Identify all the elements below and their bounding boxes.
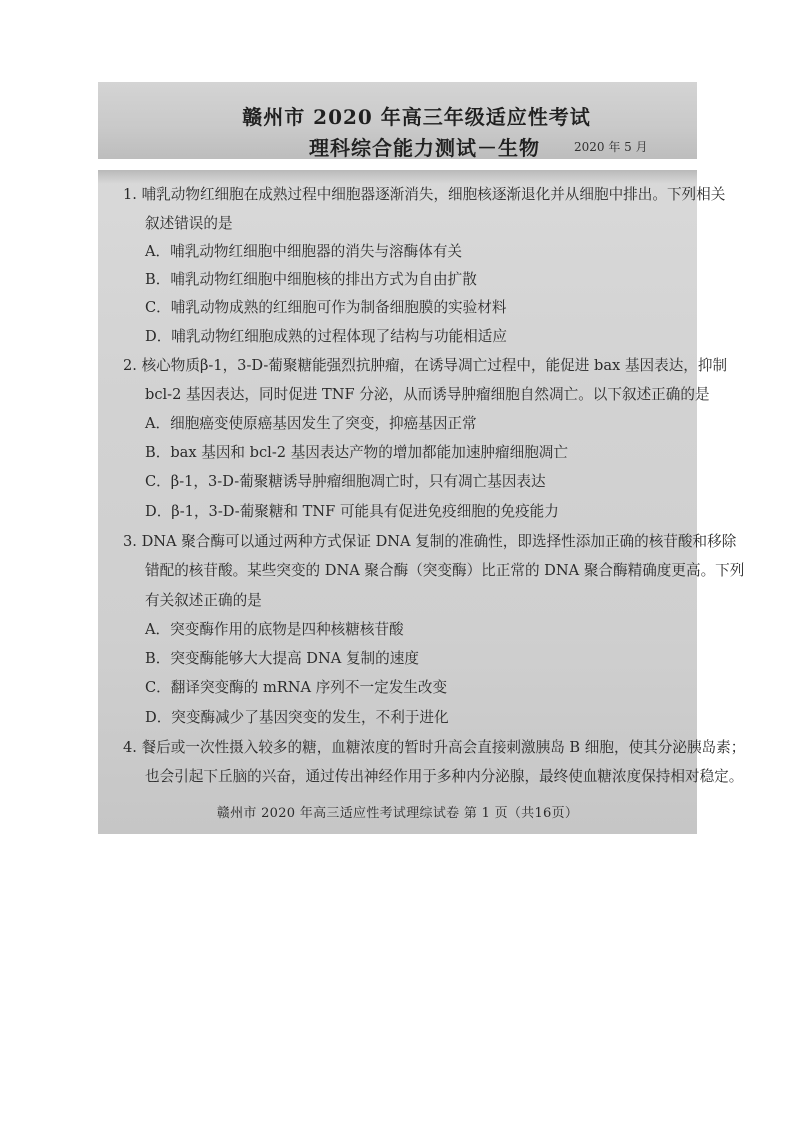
question-1-option-a: A．哺乳动物红细胞中细胞器的消失与溶酶体有关 <box>145 243 463 260</box>
question-4-stem-line-2: 也会引起下丘脑的兴奋，通过传出神经作用于多种内分泌腺，最终使血糖浓度保持相对稳定。 <box>145 768 744 785</box>
question-1-stem-line-2: 叙述错误的是 <box>145 215 233 232</box>
exam-header-photo <box>98 82 697 159</box>
question-1-stem-line-1: 1. 哺乳动物红细胞在成熟过程中细胞器逐渐消失，细胞核逐渐退化并从细胞中排出。下列相关 <box>123 186 726 203</box>
question-2-option-d: D．β-1，3-D-葡聚糖和 TNF 可能具有促进免疫细胞的免疫能力 <box>145 503 559 520</box>
photo-shadow <box>98 170 697 184</box>
question-2-option-a: A．细胞癌变使原癌基因发生了突变，抑癌基因正常 <box>145 415 477 432</box>
question-3-option-c: C．翻译突变酶的 mRNA 序列不一定发生改变 <box>145 679 448 696</box>
question-3-option-d: D．突变酶减少了基因突变的发生，不利于进化 <box>145 709 449 726</box>
question-2-stem-line-1: 2. 核心物质β-1，3-D-葡聚糖能强烈抗肿瘤，在诱导凋亡过程中，能促进 bax 基因表达，抑制 <box>123 357 728 374</box>
exam-subtitle: 理科综合能力测试－生物 <box>309 136 540 160</box>
question-2-option-c: C．β-1，3-D-葡聚糖诱导肿瘤细胞凋亡时，只有凋亡基因表达 <box>145 473 546 490</box>
question-2-stem-line-2: bcl-2 基因表达，同时促进 TNF 分泌，从而诱导肿瘤细胞自然凋亡。以下叙述正确的是 <box>145 386 710 403</box>
question-3-stem-line-2: 错配的核苷酸。某些突变的 DNA 聚合酶（突变酶）比正常的 DNA 聚合酶精确度更高。下列 <box>145 562 745 579</box>
exam-page-photo <box>98 170 746 834</box>
page-footer: 赣州市 2020 年高三适应性考试理综试卷 第 1 页（共16页） <box>216 806 579 821</box>
question-1-option-d: D．哺乳动物红细胞成熟的过程体现了结构与功能相适应 <box>145 328 507 345</box>
exam-date: 2020 年 5 月 <box>574 140 648 154</box>
question-3-stem-line-3: 有关叙述正确的是 <box>145 592 262 609</box>
question-4-stem-line-1: 4. 餐后或一次性摄入较多的糖，血糖浓度的暂时升高会直接刺激胰岛 B 细胞，使其分泌胰岛素； <box>123 739 746 756</box>
exam-title: 赣州市 2020 年高三年级适应性考试 <box>242 105 591 129</box>
question-2-option-b: B．bax 基因和 bcl-2 基因表达产物的增加都能加速肿瘤细胞凋亡 <box>145 444 568 461</box>
question-3-option-a: A．突变酶作用的底物是四种核糖核苷酸 <box>145 621 404 638</box>
question-1-option-b: B．哺乳动物红细胞中细胞核的排出方式为自由扩散 <box>145 271 477 288</box>
question-3-option-b: B．突变酶能够大大提高 DNA 复制的速度 <box>145 650 419 667</box>
question-1-option-c: C．哺乳动物成熟的红细胞可作为制备细胞膜的实验材料 <box>145 299 507 316</box>
question-3-stem-line-1: 3. DNA 聚合酶可以通过两种方式保证 DNA 复制的准确性，即选择性添加正确的核苷酸和移除 <box>123 533 737 550</box>
